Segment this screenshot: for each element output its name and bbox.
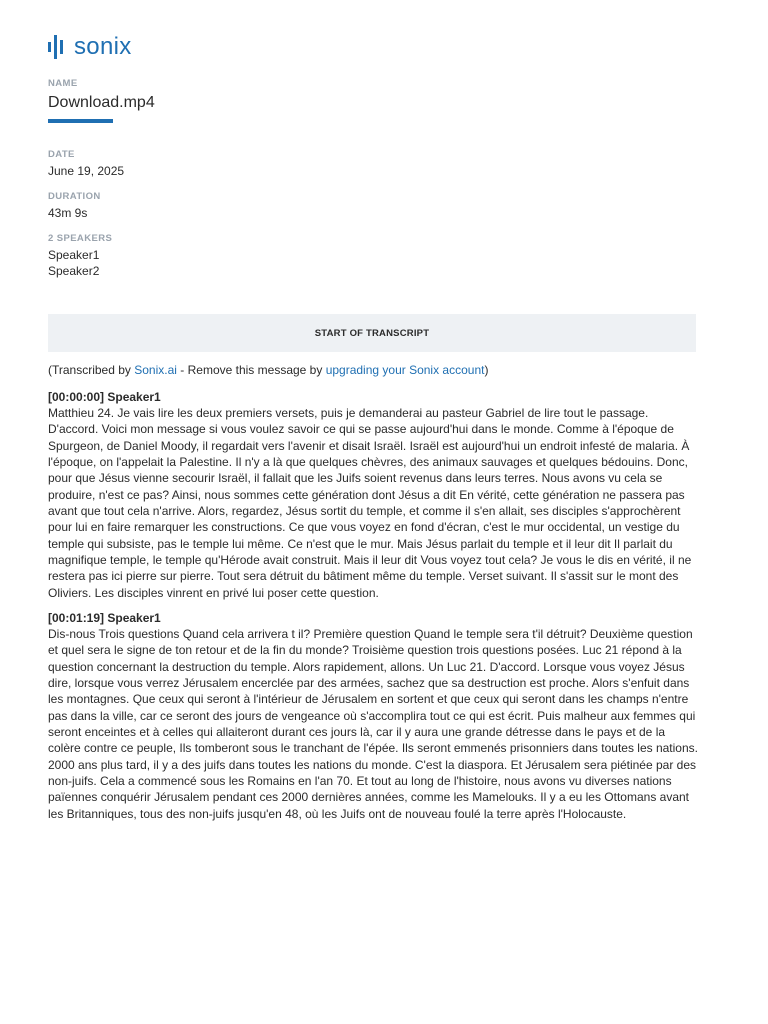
sonix-logo — [48, 33, 132, 61]
date-section — [48, 149, 124, 179]
name-label: NAME — [48, 78, 78, 89]
start-of-transcript-label: START OF TRANSCRIPT — [314, 327, 430, 339]
transcript-segment — [48, 389, 700, 601]
name-section — [48, 78, 155, 123]
segment-text: Matthieu 24. Je vais lire les deux premiers versets, puis je demanderai au pasteur Gabriel de lire tout le passage. D'accord. Voici mon message si vous voulez savoir ce qui se passe aujourd'hui dans le monde. Comme à l'époque de Spurgeon, de Daniel Moody, il regardait vers l'avenir et disait Israël. Israël est aujourd'hui un endroit infesté de malaria. À l'époque, on l'appelait la Palestine. Il n'y a là que quelques chèvres, des animaux sauvages et quelques bédouins. Donc, pour que Jésus vienne secourir Israël, il fallait que les Juifs soient revenus dans leurs terres. Nous avons vu cela se produire, n'est ce pas? Ainsi, nous sommes cette génération dont Jésus a dit En vérité, cette génération ne passera pas avant que tout cela n'arrive. Alors, regardez, Jésus sortit du temple, et comme il s'en allait, ses disciples s'approchèrent pour lui en faire remarquer les constructions. Ce que vous voyez en fond d'écran, c'est le mur occidental, un vestige du temple qui subsiste, pas le temple lui même. Ce n'est que le mur. Mais Jésus parlait du temple et il leur dit Il parlait du magnifique temple, le temple qu'Hérode avait construit. Mais il leur dit Vous voyez tout cela? Je vous le dis en vérité, il ne restera pas ici pierre sur pierre. Tout sera détruit du bâtiment même du temple. Verset suivant. Il s'assit sur le mont des Oliviers. Les disciples vinrent en privé lui poser cette question. — [48, 406, 692, 600]
speakers-label: 2 SPEAKERS — [48, 233, 113, 244]
file-duration: 43m 9s — [48, 206, 88, 220]
waveform-icon — [48, 33, 68, 61]
notice-prefix: (Transcribed by — [48, 363, 135, 377]
file-name: Download.mp4 — [48, 94, 155, 111]
segment-timestamp-speaker: [00:00:00] Speaker1 — [48, 390, 161, 404]
duration-section — [48, 191, 101, 221]
duration-label: DURATION — [48, 191, 101, 202]
speakers-section — [48, 233, 112, 279]
speaker-name: Speaker2 — [48, 264, 100, 278]
notice-suffix: ) — [484, 363, 489, 377]
name-underline — [48, 119, 113, 123]
segment-timestamp-speaker: [00:01:19] Speaker1 — [48, 611, 161, 625]
upgrade-account-link[interactable]: upgrading your Sonix account — [325, 363, 485, 377]
notice-middle: - Remove this message by — [176, 363, 326, 377]
date-label: DATE — [48, 149, 75, 160]
brand-name: sonix — [74, 33, 132, 60]
segment-text: Dis-nous Trois questions Quand cela arrivera t il? Première question Quand le temple sera t'il détruit? Deuxième question et quel sera le signe de ton retour et de la fin du monde? Troisième question trois questions posées. Luc 21 répond à la question concernant la destruction du temple. Alors rapidement, allons. Un Luc 21. D'accord. Lorsque vous voyez Jésus dire, lorsque vous verrez Jérusalem encerclée par des armées, sachez que sa destruction est proche. Alors s'enfuit dans les montagnes. Que ceux qui seront à l'intérieur de Jérusalem en sortent et que ceux qui seront dans les champs n'entre pas dans la ville, car ce seront des jours de vengeance où s'accomplira tout ce qui est écrit. Puis malheur aux femmes qui seront enceintes et à celles qui allaiteront durant ces jours là, car il y aura une grande détresse dans le pays et de la colère contre ce peuple, Ils tomberont sous le tranchant de l'épée. Ils seront emmenés prisonniers dans toutes les nations. 2000 ans plus tard, il y a des juifs dans toutes les nations du monde. C'est la diaspora. Et Jérusalem sera piétinée par des non-juifs. Cela a commencé sous les Romains en l'an 70. Et tout au long de l'histoire, nous avons vu diverses nations païennes conquérir Jérusalem pendant ces 2000 dernières années, comme les Mamelouks. Il y a eu les Ottomans avant les Britanniques, tous des non-juifs jusqu'en 48, où les Juifs ont de nouveau foulé la terre après l'Holocauste. — [48, 627, 698, 821]
transcript-segment — [48, 610, 700, 822]
start-of-transcript-banner — [48, 314, 696, 352]
sonix-ai-link[interactable]: Sonix.ai — [134, 363, 177, 377]
speaker-name: Speaker1 — [48, 248, 100, 262]
file-date: June 19, 2025 — [48, 164, 125, 178]
transcription-notice — [48, 362, 708, 378]
